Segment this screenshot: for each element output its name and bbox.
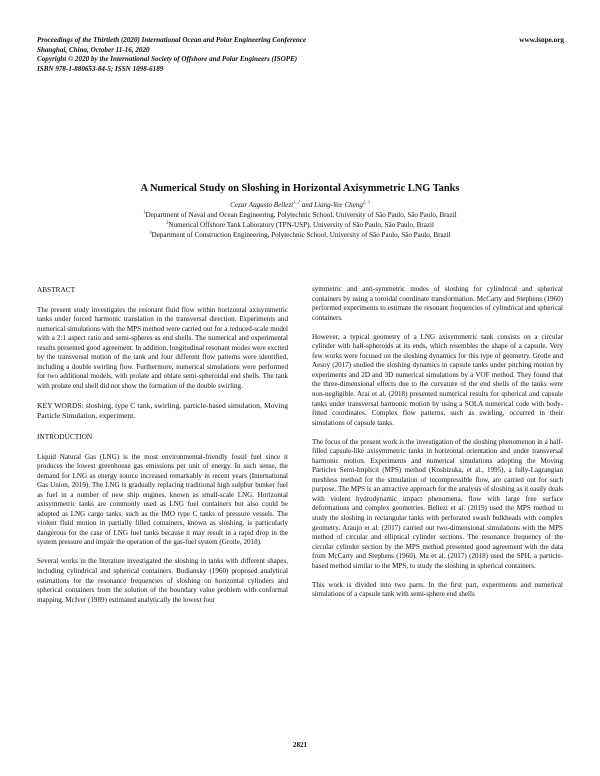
affiliation [0,231,600,241]
body-paragraph: This work is divided into two parts. In the first part, experiments and numerical simulations of a capsule tank with semi-sphere end shells [312,580,563,599]
affil-text: Numerical Offshore Tank Laboratory (TPN-USP), University of São Paulo, São Paulo, Brazil [168,220,434,229]
author-conjunction: and [299,201,315,209]
author-affil-sup: 1, 2 [293,199,300,205]
introduction-heading: INTRODUCTION [37,431,93,441]
intro-paragraph: Several works in the literature investigated the sloshing in tanks with different shapes, including cylindrical and spherical containers. Budiansky (1960) proposed analytical estimations for the resonance frequencies of sloshing on horizontal cylinders and spherical containers from the solution of the boundary value problem with conformal mapping. McIver (1989) estimated analytically the lowest four [37,557,288,604]
website-link[interactable]: www.isope.org [519,36,564,44]
affiliations [0,211,600,240]
affiliation [0,211,600,221]
author-name: Liang-Yee Cheng [314,201,363,209]
left-column [37,285,288,615]
body-paragraph: However, a typical geometry of a LNG axisymmetric tank consists on a circular cylinder with half-spheroids at its ends, which resembles the shape of a capsule. Very few works were focused on the sloshing dynamics for this type of geometry. Grotle and Aesoy (2017) studied the sloshing dynamics in capsule tanks under pitching motion by experiments and 2D and 3D numerical simulations by a VOF method. They found that the three-dimensional effects due to the curvature of the end shells of the tanks were non-negligible. Arai et al. (2018) presented numerical results for spherical and capsule tanks under transversal harmonic motion by using a SOLA numerical code with body-fitted coordinates. Complex flow patterns, such as swirling, occurred in their simulations of capsule tanks. [312,332,563,427]
affil-text: Department of Naval and Ocean Engineering, Polytechnic School, University of São Paulo, São Paulo, Brazil [145,211,457,219]
author-name: Cezar Augusto Bellezi [230,201,294,209]
page-number: 2821 [292,741,308,749]
author-affil-sup: 2, 3 [362,199,370,205]
authors [0,201,600,209]
paper-title: A Numerical Study on Sloshing in Horizontal Axisymmetric LNG Tanks [140,183,460,194]
affil-sup: 3 [149,229,152,235]
header-line: ISBN 978-1-880653-84-5; ISSN 1098-6189 [37,64,164,73]
affil-sup: 1 [143,209,146,215]
keywords: KEY WORDS: sloshing, type C tank, swirling, particle-based simulation, Moving Particle Simulation, experiment. [37,400,288,420]
body-paragraph: The focus of the present work is the investigation of the sloshing phenomenon in a half-filled capsule-like axisymmetric tanks in horizontal orientation and under transversal harmonic motion. Experiments and numerical simulations adopting the Moving Particles Semi-Implicit (MPS) method (Koshizuka, et al., 1995), a fully-Lagrangian meshless method for the simulation of incompressible flow, are carried out for such purpose. The MPS is an attractive approach for the analysis of sloshing as it easily deals with violent hydrodynamic impact phenomena, flow with large free surface deformations and complex geometries. Bellezi et al. (2019) used the MPS method to study the sloshing in rectangular tanks with perforated swash bulkheads with complex geometry. Araujo et al. (2017) carried out two-dimensional simulations with the MPS method of circular and elliptical cylinder sections. The resonance frequency of the circular cylinder section by the MPS method presented good agreement with the data from McCarty and Stephens (1960). Ma et al. (2017) (2018) used the SPH, a particle-based method similar to the MPS, to study the sloshing in spherical containers. [312,437,563,570]
right-column [312,285,563,609]
abstract-text: The present study investigates the resonant fluid flow within horizontal axisymmetric tanks under forced harmonic translation in the transversal direction. Experiments and numerical simulations with the MPS method were carried out for a reduced-scale model with a 2:1 aspect ratio and semi-spheres as end shells. The numerical and experimental results presented good agreement. In addition, longitudinal resonant modes were excited by the transversal motion of the tank and four different flow patterns were identified, including a double swirling flow. Furthermore, numerical simulations were performed for two additional models, with prolate and oblate semi-spheroidal end shells. The tank with prolate end shell did not show the formation of the double swirling. [37,305,288,390]
abstract-heading: ABSTRACT [37,285,76,294]
body-paragraph: symmetric and anti-symmetric modes of sloshing for cylindrical and spherical containers by using a toroidal coordinate transformation. McCarty and Stephens (1960) performed experiments to estimate the resonant frequencies of cylindrical and spherical containers. [312,285,563,322]
affil-sup: 2 [166,219,169,225]
header-line: Copyright © 2020 by the International Society of Offshore and Polar Engineers (ISOPE) [37,55,298,63]
header-line: Proceedings of the Thirtieth (2020) International Ocean and Polar Engineering Conference [37,36,307,44]
affil-text: Department of Construction Engineering, Polytechnic School, University of São Paulo, São Paulo, Brazil [151,230,451,239]
conference-header [37,36,306,74]
intro-paragraph: Liquid Natural Gas (LNG) is the most environmental-friendly fossil fuel since it produces the lowest greenhouse gas emissions per unit of energy. In such sense, the demand for LNG as energy source increased remarkably in recent years (International Gas Union, 2019). The LNG is gradually replacing traditional high sulphur bunker fuel as fuel in a number of new ship engines, known as small-scale LNG. Horizontal axisymmetric tanks are commonly used as LNG fuel containers but also could be adopted as LNG cargo tanks, such as the IMO type C tanks of pressure vessels. The violent fluid motion in partially filled containers, known as sloshing, is particularly dangerous for the case of LNG fuel tanks because it may result in a rapid drop in the system pressure and impair the operation of the gas-fuel system (Grotle, 2018). [37,452,288,547]
header-line: Shanghai, China, October 11-16, 2020 [37,45,150,54]
affiliation [0,221,600,231]
